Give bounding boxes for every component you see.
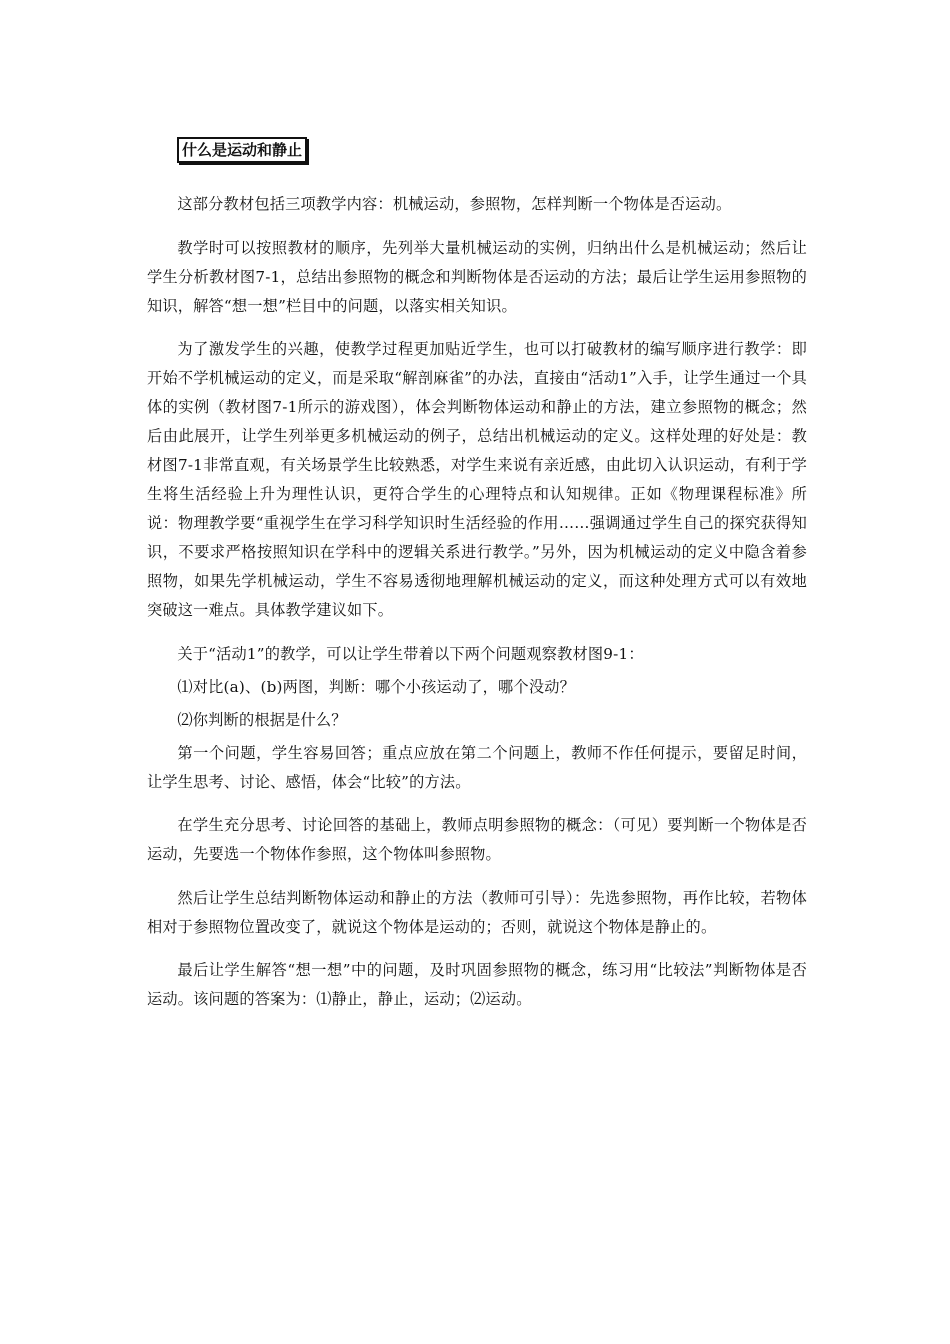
body-text bbox=[147, 190, 807, 1029]
paragraph-answers: 最后让学生解答“想一想”中的问题，及时巩固参照物的概念，练习用“比较法”判断物体是否运动。该问题的答案为：⑴静止，静止，运动；⑵运动。 bbox=[147, 961, 807, 1008]
paragraph-reference-concept: 在学生充分思考、讨论回答的基础上，教师点明参照物的概念：（可见）要判断一个物体是否运动，先要选一个物体作参照，这个物体叫参照物。 bbox=[147, 816, 807, 863]
paragraph-intro: 这部分教材包括三项教学内容：机械运动，参照物，怎样判断一个物体是否运动。 bbox=[177, 195, 732, 213]
paragraph-teaching-order: 教学时可以按照教材的顺序，先列举大量机械运动的实例，归纳出什么是机械运动；然后让学生分析教材图7-1，总结出参照物的概念和判断物体是否运动的方法；最后让学生运用参照物的知识，解答“想一想”栏目中的问题，以落实相关知识。 bbox=[147, 238, 807, 315]
section-heading: 什么是运动和静止 bbox=[177, 137, 307, 163]
paragraph-first-question: 第一个问题，学生容易回答；重点应放在第二个问题上，教师不作任何提示，要留足时间，让学生思考、讨论、感悟，体会“比较”的方法。 bbox=[147, 743, 807, 791]
paragraph-activity-1: 关于“活动1”的教学，可以让学生带着以下两个问题观察教材图9-1： bbox=[177, 644, 644, 663]
paragraph-alternative-approach: 为了激发学生的兴趣，使教学过程更加贴近学生，也可以打破教材的编写顺序进行教学：即开始不学机械运动的定义，而是采取“解剖麻雀”的办法，直接由“活动1”入手，让学生通过一个具体的实例（教材图7-1所示的游戏图），体会判断物体运动和静止的方法，建立参照物的概念；然后由此展开，让学生列举更多机械运动的例子，总结出机械运动的定义。这样处理的好处是：教材图7-1非常直观，有关场景学生比较熟悉，对学生来说有亲近感，由此切入认识运动，有利于学生将生活经验上升为理性认识，更符合学生的心理特点和认知规律。正如《物理课程标准》所说：物理教学要“重视学生在学习科学知识时生活经验的作用……强调通过学生自己的探究获得知识，不要求严格按照知识在学科中的逻辑关系进行教学。”另外，因为机械运动的定义中隐含着参照物，如果先学机械运动，学生不容易透彻地理解机械运动的定义，而这种处理方式可以有效地突破这一难点。具体教学建议如下。 bbox=[147, 340, 807, 619]
question-2: ⑵你判断的根据是什么？ bbox=[177, 710, 347, 729]
question-1: ⑴对比(a)、(b)两图，判断：哪个小孩运动了，哪个没动？ bbox=[177, 677, 575, 696]
paragraph-judging-method: 然后让学生总结判断物体运动和静止的方法（教师可引导）：先选参照物，再作比较，若物体相对于参照物位置改变了，就说这个物体是运动的；否则，就说这个物体是静止的。 bbox=[147, 888, 807, 936]
